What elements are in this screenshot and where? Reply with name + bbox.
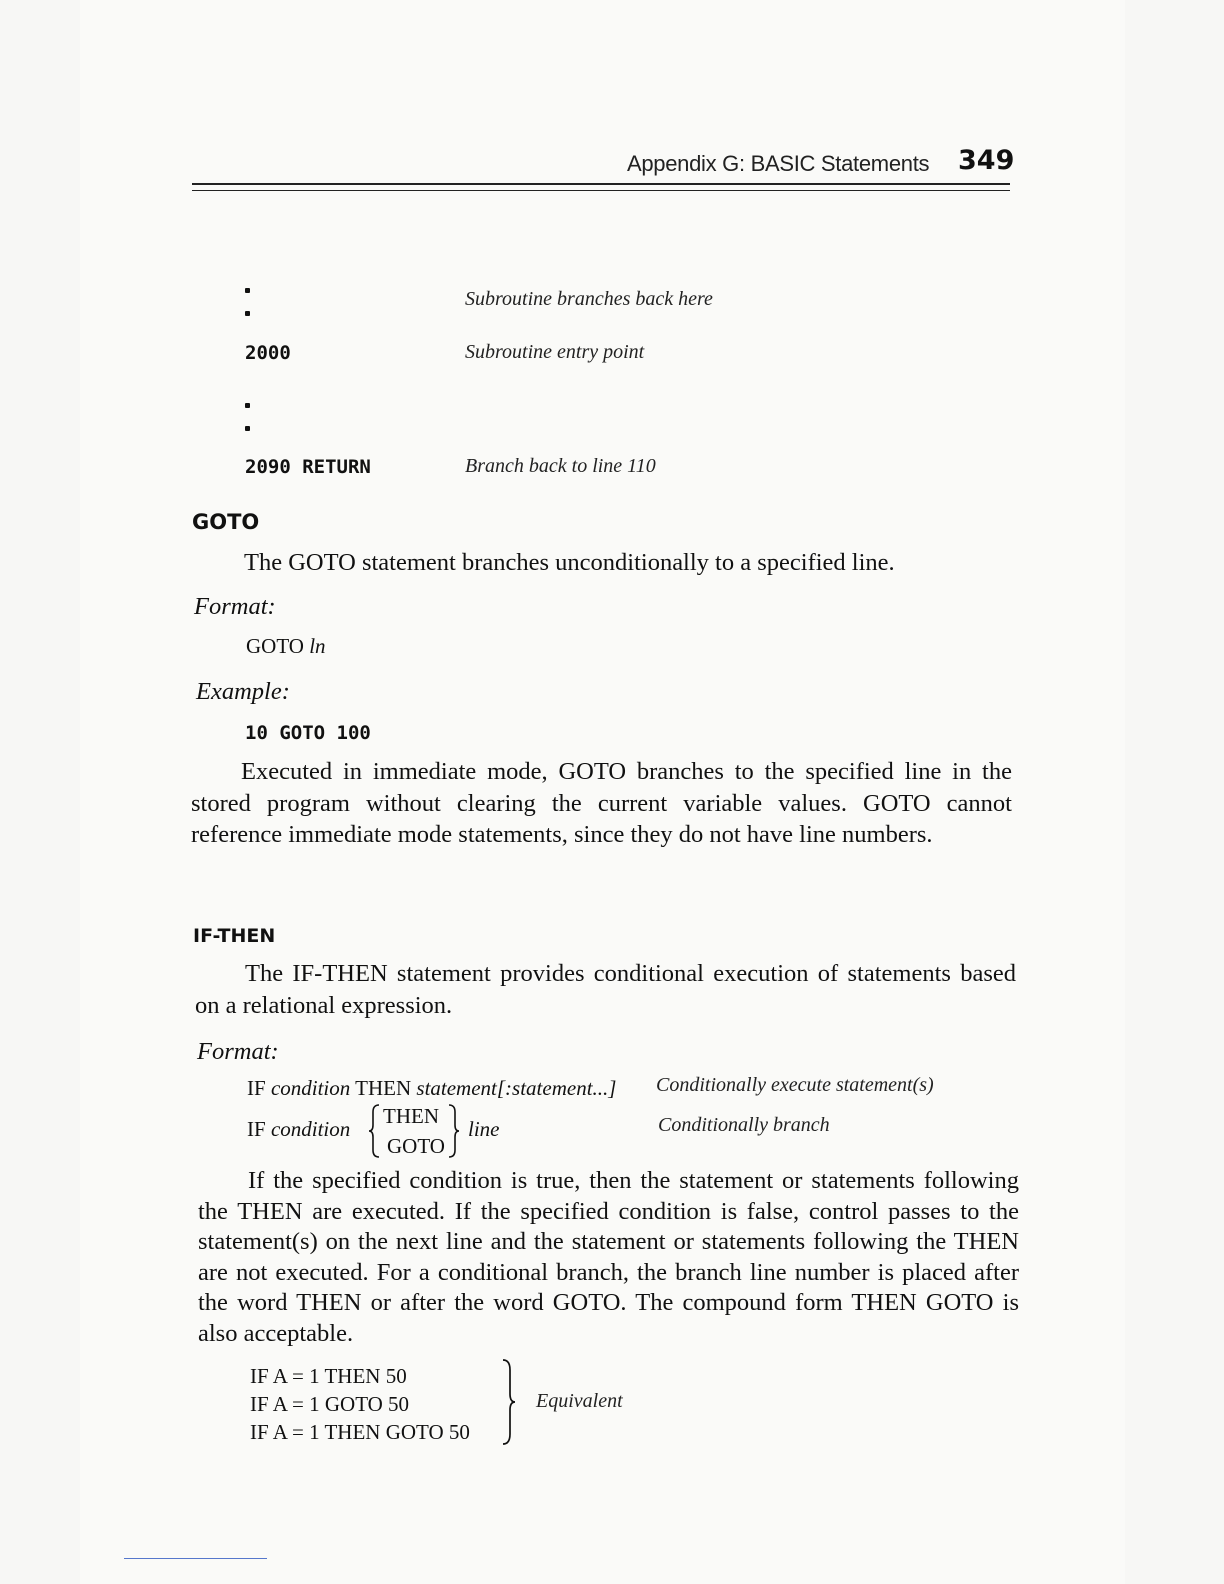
format2-if: IF xyxy=(247,1117,266,1141)
listing-comment-return: Branch back to line 110 xyxy=(465,455,656,477)
format2-right-brace xyxy=(446,1104,460,1158)
ifthen-format-1 xyxy=(247,1076,616,1101)
ifthen-paragraph xyxy=(198,1166,1019,1349)
goto-example-label: Example: xyxy=(196,678,290,705)
goto-format xyxy=(246,634,326,659)
listing-line-entry: 2000 xyxy=(245,342,291,364)
section-heading-goto: GOTO xyxy=(192,510,260,534)
format2-option-goto: GOTO xyxy=(387,1134,445,1158)
listing-comment-return-point: Subroutine branches back here xyxy=(465,288,713,310)
format2-arg: line xyxy=(468,1117,500,1141)
goto-example-code: 10 GOTO 100 xyxy=(245,722,371,744)
listing-comment-entry: Subroutine entry point xyxy=(465,341,645,363)
ellipsis-dot xyxy=(245,426,250,431)
ifthen-example-2: IF A = 1 GOTO 50 xyxy=(250,1392,410,1416)
header-rule-top xyxy=(192,183,1010,185)
listing-line-return: 2090 RETURN xyxy=(245,456,371,478)
format1-condition: condition xyxy=(270,1076,351,1100)
examples-comment: Equivalent xyxy=(536,1390,623,1412)
format1-then: THEN xyxy=(355,1076,412,1100)
ifthen-format-label: Format: xyxy=(197,1038,279,1065)
ifthen-intro-text: The IF-THEN statement provides conditional execution of statements based on a relational expression. xyxy=(195,960,1016,1019)
goto-paragraph-text: Executed in immediate mode, GOTO branches to the specified line in the stored program without clearing the current variable values. GOTO cannot reference immediate mode statements, since they do not have line numbers. xyxy=(191,758,1012,848)
format1-comment: Conditionally execute statement(s) xyxy=(656,1074,934,1096)
format1-statement-rest: [:statement...] xyxy=(496,1076,617,1100)
header-rule-bottom xyxy=(192,190,1010,191)
ifthen-example-3: IF A = 1 THEN GOTO 50 xyxy=(250,1420,470,1444)
footer-link-underline xyxy=(124,1558,267,1559)
goto-format-arg: ln xyxy=(309,634,326,658)
goto-format-label: Format: xyxy=(194,593,276,620)
goto-format-keyword: GOTO xyxy=(246,634,304,658)
goto-paragraph xyxy=(191,756,1012,851)
examples-right-brace xyxy=(500,1358,516,1446)
ifthen-intro xyxy=(195,958,1016,1021)
ellipsis-dot xyxy=(245,288,250,293)
format2-comment: Conditionally branch xyxy=(658,1114,830,1136)
format1-statement: statement xyxy=(416,1076,497,1100)
format2-prefix xyxy=(247,1117,350,1142)
format2-option-then: THEN xyxy=(383,1104,439,1128)
ifthen-paragraph-text: If the specified condition is true, then the statement or statements following the THEN are executed. If the specified condition is false, control passes to the statement(s) on the next line and the statement or statements following the THEN are not executed. For a conditional branch, the branch line number is placed after the word THEN or after the word GOTO. The compound form THEN GOTO is also acceptable. xyxy=(198,1167,1019,1347)
ellipsis-dot xyxy=(245,403,250,408)
goto-intro: The GOTO statement branches unconditionally to a specified line. xyxy=(244,549,895,576)
format1-if: IF xyxy=(247,1076,266,1100)
format2-condition: condition xyxy=(270,1117,351,1141)
format2-left-brace xyxy=(368,1104,382,1158)
ifthen-example-1: IF A = 1 THEN 50 xyxy=(250,1364,407,1388)
page-number: 349 xyxy=(958,145,1015,176)
running-title: Appendix G: BASIC Statements xyxy=(627,151,930,176)
section-heading-ifthen: IF-THEN xyxy=(193,925,276,947)
ellipsis-dot xyxy=(245,311,250,316)
